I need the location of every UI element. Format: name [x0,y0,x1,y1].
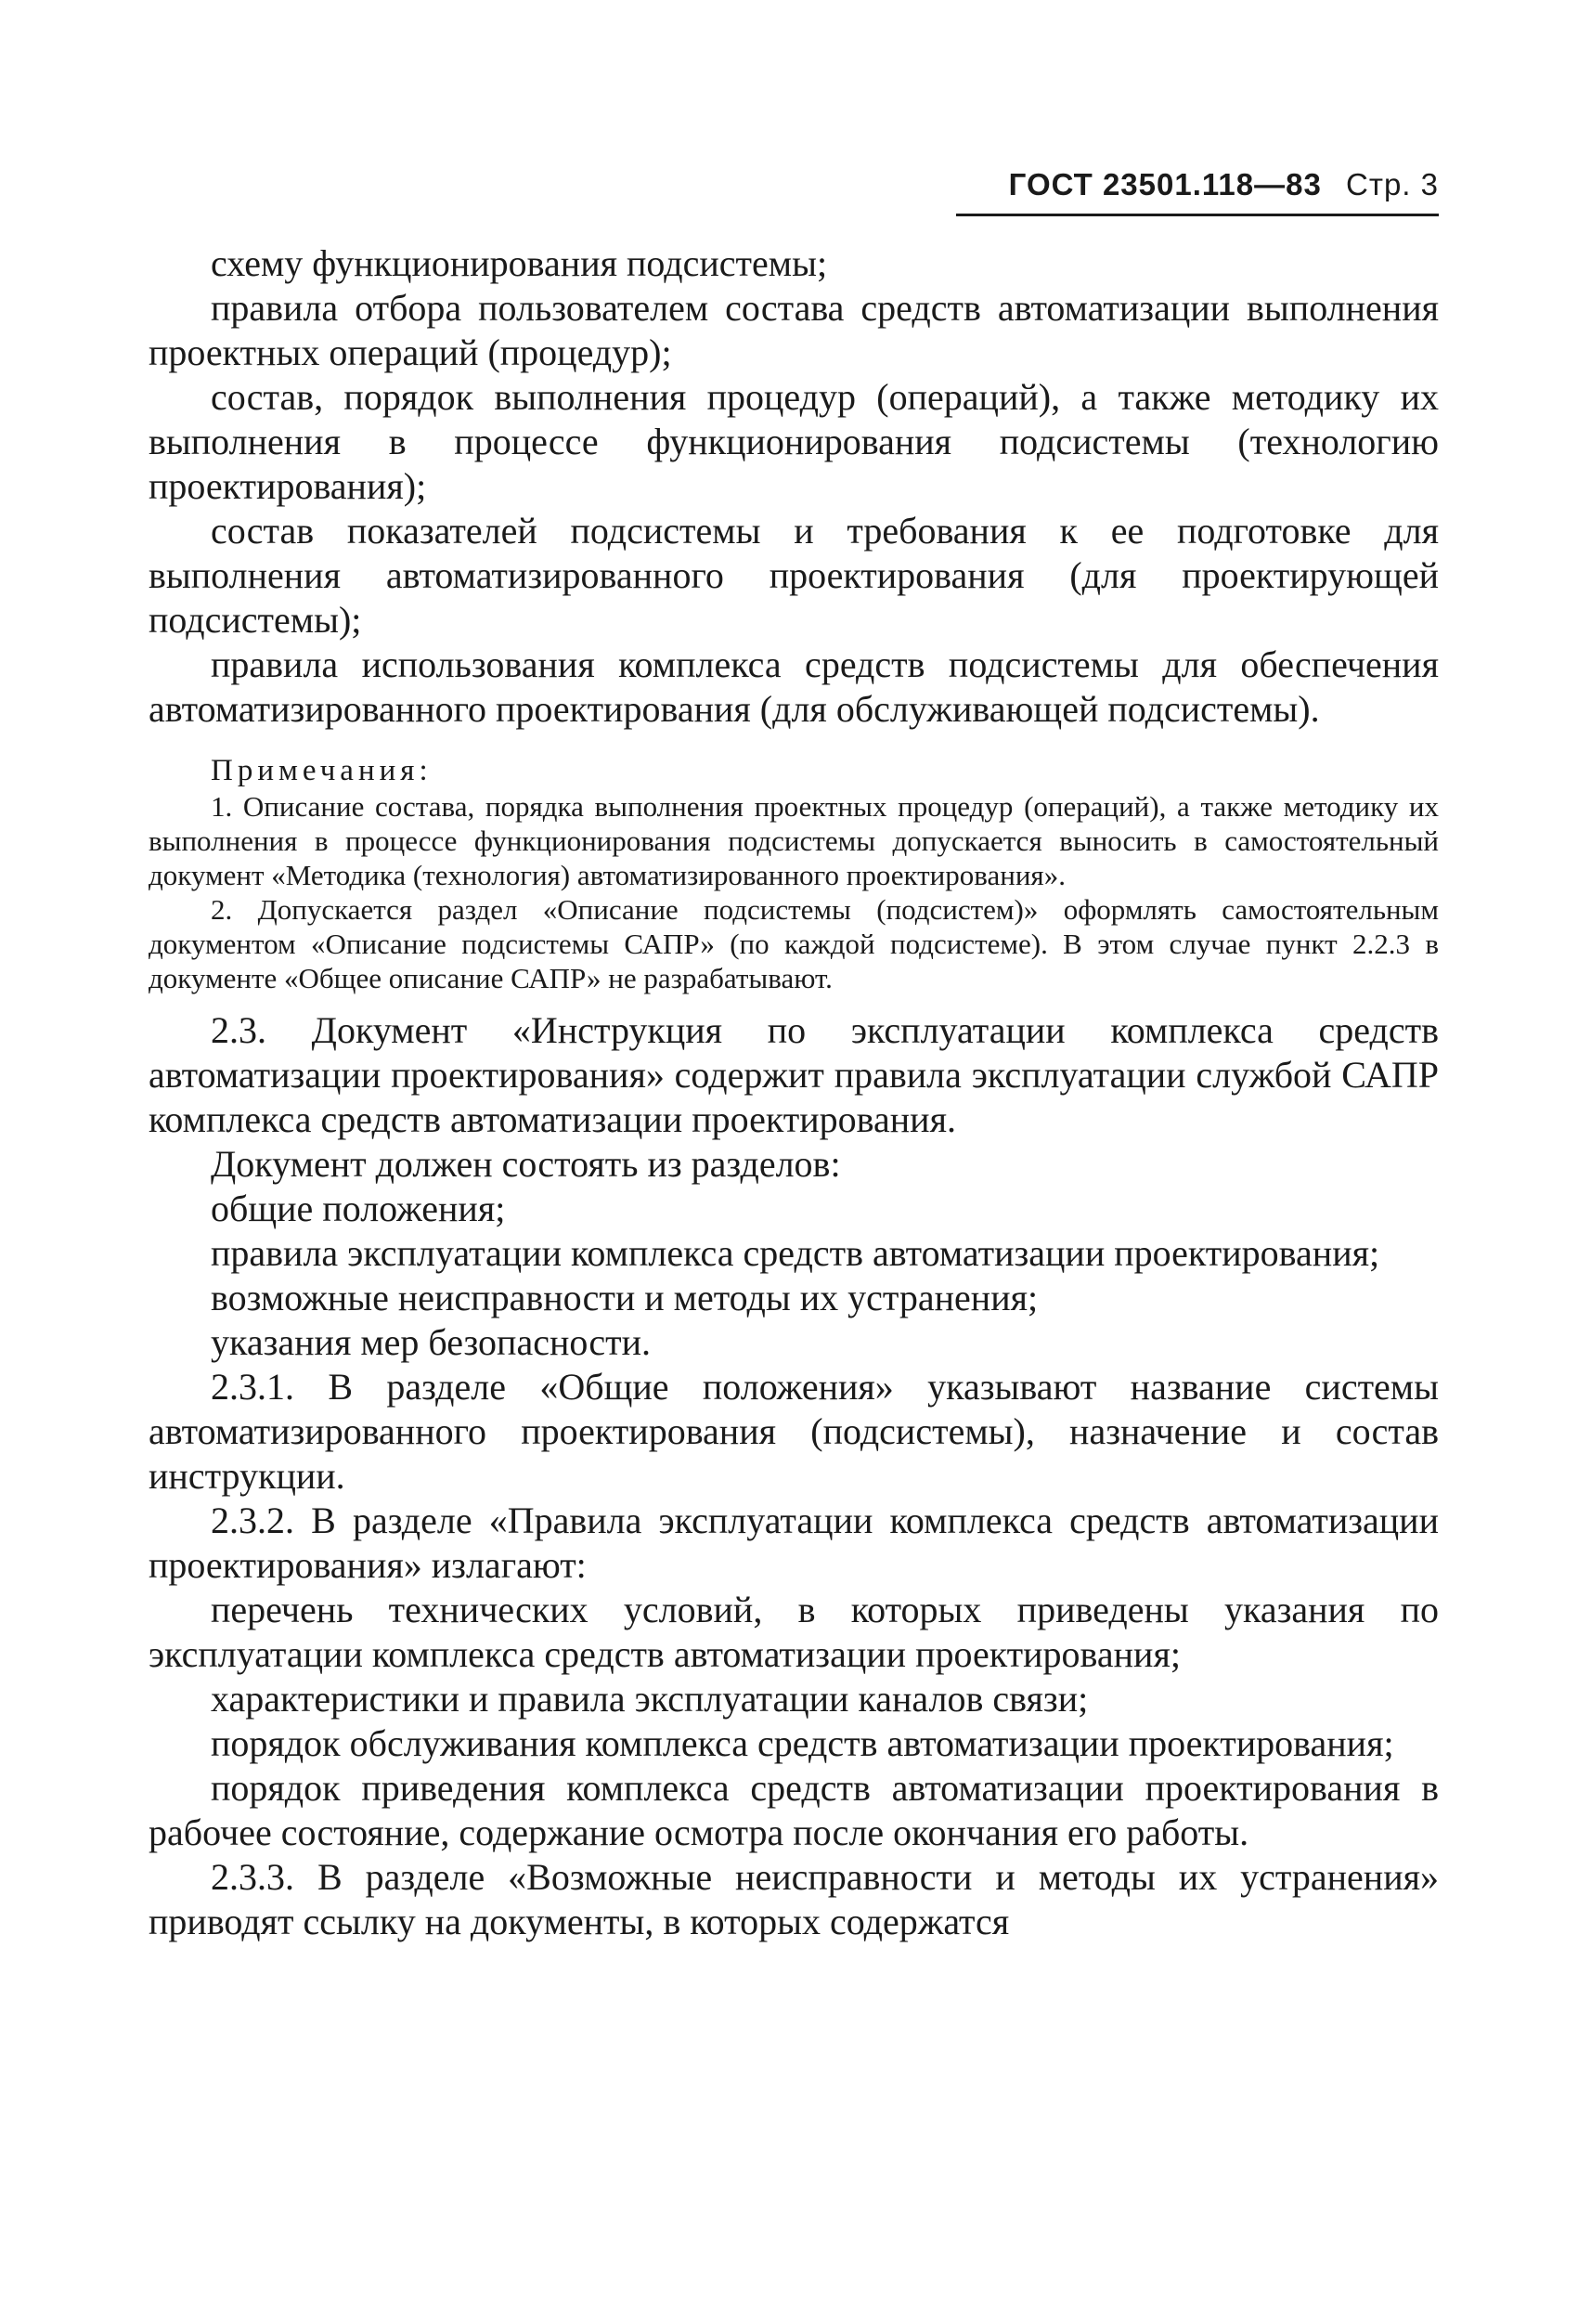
document-page [149,158,1439,2293]
paragraph: Документ должен состоять из разделов: [211,1143,841,1185]
section-paragraph: 2.3.2. В разделе «Правила эксплуатации комплекса средств автоматизации проектирования» излагают: [149,1500,1439,1586]
list-item: возможные неисправности и методы их устранения; [211,1277,1039,1318]
list-item: порядок обслуживания комплекса средств автоматизации проектирования; [211,1722,1394,1764]
page-number: Стр. 3 [1346,167,1439,201]
section-paragraph: 2.3. Документ «Инструкция по эксплуатации комплекса средств автоматизации проектирования» содержит правила эксплуатации службой САПР комплекса средств автоматизации проектирования. [149,1009,1439,1140]
paragraph: состав показателей подсистемы и требования к ее подготовке для выполнения автоматизированного проектирования (для проектирующей подсистемы); [149,510,1439,641]
list-item: правила эксплуатации комплекса средств автоматизации проектирования; [211,1232,1380,1274]
notes-heading: Примечания: [211,754,433,787]
section-paragraph: 2.3.1. В разделе «Общие положения» указывают название системы автоматизированного проектирования (подсистемы), назначение и состав инструкции. [149,1366,1439,1497]
list-item: общие положения; [211,1188,506,1229]
standard-number: ГОСТ 23501.118—83 [1008,167,1322,201]
paragraph: правила отбора пользователем состава средств автоматизации выполнения проектных операций (процедур); [149,287,1439,373]
list-item: порядок приведения комплекса средств автоматизации проектирования в рабочее состояние, содержание осмотра после окончания его работы. [149,1767,1439,1853]
section-paragraph: 2.3.3. В разделе «Возможные неисправности и методы их устранения» приводят ссылку на документы, в которых содержатся [149,1856,1439,1942]
note-item: 1. Описание состава, порядка выполнения проектных процедур (операций), а также методику их выполнения в процессе функционирования подсистемы допускается выносить в самостоятельный документ «Методика (технология) автоматизированного проектирования». [149,790,1439,891]
list-item: характеристики и правила эксплуатации каналов связи; [211,1678,1089,1720]
note-item: 2. Допускается раздел «Описание подсистемы (подсистем)» оформлять самостоятельным документом «Описание подсистемы САПР» (по каждой подсистеме). В этом случае пункт 2.2.3 в документе «Общее описание САПР» не разрабатывают. [149,893,1439,994]
paragraph: схему функционирования подсистемы; [211,242,828,284]
list-item: перечень технических условий, в которых приведены указания по эксплуатации комплекса средств автоматизации проектирования; [149,1589,1439,1675]
paragraph: состав, порядок выполнения процедур (операций), а также методику их выполнения в процессе функционирования подсистемы (технологию проектирования); [149,376,1439,507]
document-body [149,241,1439,1944]
list-item: указания мер безопасности. [211,1321,652,1363]
paragraph: правила использования комплекса средств подсистемы для обеспечения автоматизированного проектирования (для обслуживающей подсистемы). [149,643,1439,730]
page-header [956,167,1439,216]
